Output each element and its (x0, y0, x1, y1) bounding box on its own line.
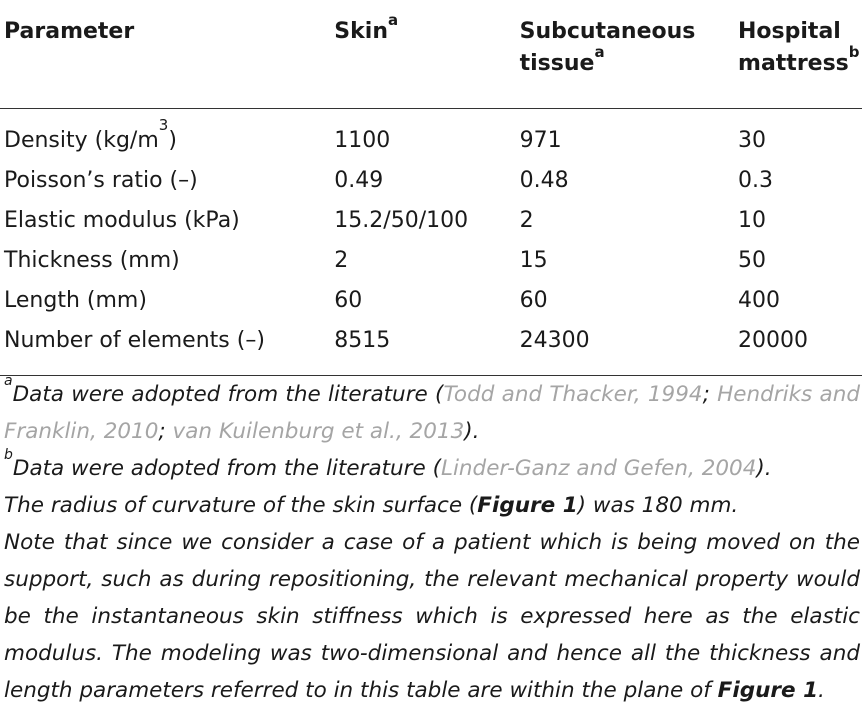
table-row-poisson (0, 161, 862, 201)
cell-mattress: 10 (738, 207, 767, 233)
cell-param: Length (mm) (4, 287, 147, 313)
figure-link[interactable]: Figure 1 (717, 678, 819, 703)
cell-param: Density $(kg/m^3)$ (4, 115, 177, 153)
footnote-note: Note that since we consider a case of a patient which is being moved on the support, such as during repositioning, the relevant mechanical property would be the instantaneous skin stiffness which is expressed here as the elastic modulus. The modeling was two-dimensional and hence all the thickness and length parameters referred to in this table are within the plane of Figure 1. (4, 530, 860, 703)
figure-link[interactable]: Figure 1 (477, 493, 578, 518)
cell-param: Thickness (mm) (4, 247, 180, 273)
cell-subcut: 24300 (520, 321, 738, 376)
table-row-length (0, 281, 862, 321)
table-row-thickness (0, 241, 862, 281)
cell-subcut: 15 (519, 247, 548, 273)
cell-mattress: 50 (738, 247, 767, 273)
cell-subcut: 0.48 (519, 167, 569, 193)
footnote-b: $^b$Data were adopted from the literature (Linder-Ganz and Gefen, 2004). (4, 447, 772, 481)
header-subcutaneous-tissue: Subcutaneous tissue$^a$ (520, 0, 738, 108)
footnote-radius: The radius of curvature of the skin surface (Figure 1) was 180 mm. (4, 493, 739, 518)
header-skin: Skin$^a$ (334, 0, 519, 108)
cell-skin: 2 (334, 247, 349, 273)
citation-link[interactable]: Linder-Ganz and Gefen, 2004 (440, 456, 757, 481)
table-footnotes (4, 373, 861, 709)
cell-param: Elastic modulus (kPa) (4, 207, 240, 233)
table-row-density (0, 108, 862, 161)
header-hospital-mattress: Hospital mattress$^b$ (738, 0, 862, 108)
citation-link[interactable]: van Kuilenburg et al., 2013 (172, 419, 465, 444)
header-parameter: Parameter (0, 0, 334, 108)
cell-mattress: 30 (738, 127, 767, 153)
cell-mattress: 400 (738, 287, 781, 313)
citation-link[interactable]: Hendriks and Franklin, 2010 (4, 382, 861, 444)
footnote-a: $^a$Data were adopted from the literature (Todd and Thacker, 1994; Hendriks and Franklin, 2010; van Kuilenburg et al., 2013). (4, 373, 861, 444)
table-row-number-of-elements (0, 321, 862, 376)
cell-param: Poisson’s ratio (–) (4, 167, 198, 193)
cell-subcut: 2 (519, 207, 534, 233)
cell-skin: 60 (334, 287, 363, 313)
table-row-elastic-modulus (0, 201, 862, 241)
citation-link[interactable]: Todd and Thacker, 1994 (443, 382, 703, 407)
cell-param: Number of elements (–) (0, 321, 334, 376)
cell-skin: 1100 (334, 127, 391, 153)
cell-mattress: 0.3 (738, 167, 774, 193)
header-row (0, 0, 862, 108)
cell-subcut: 971 (519, 127, 562, 153)
cell-subcut: 60 (519, 287, 548, 313)
cell-skin: 8515 (334, 321, 519, 376)
cell-skin: 15.2/50/100 (334, 207, 469, 233)
cell-mattress: 20000 (738, 321, 862, 376)
cell-skin: 0.49 (334, 167, 384, 193)
